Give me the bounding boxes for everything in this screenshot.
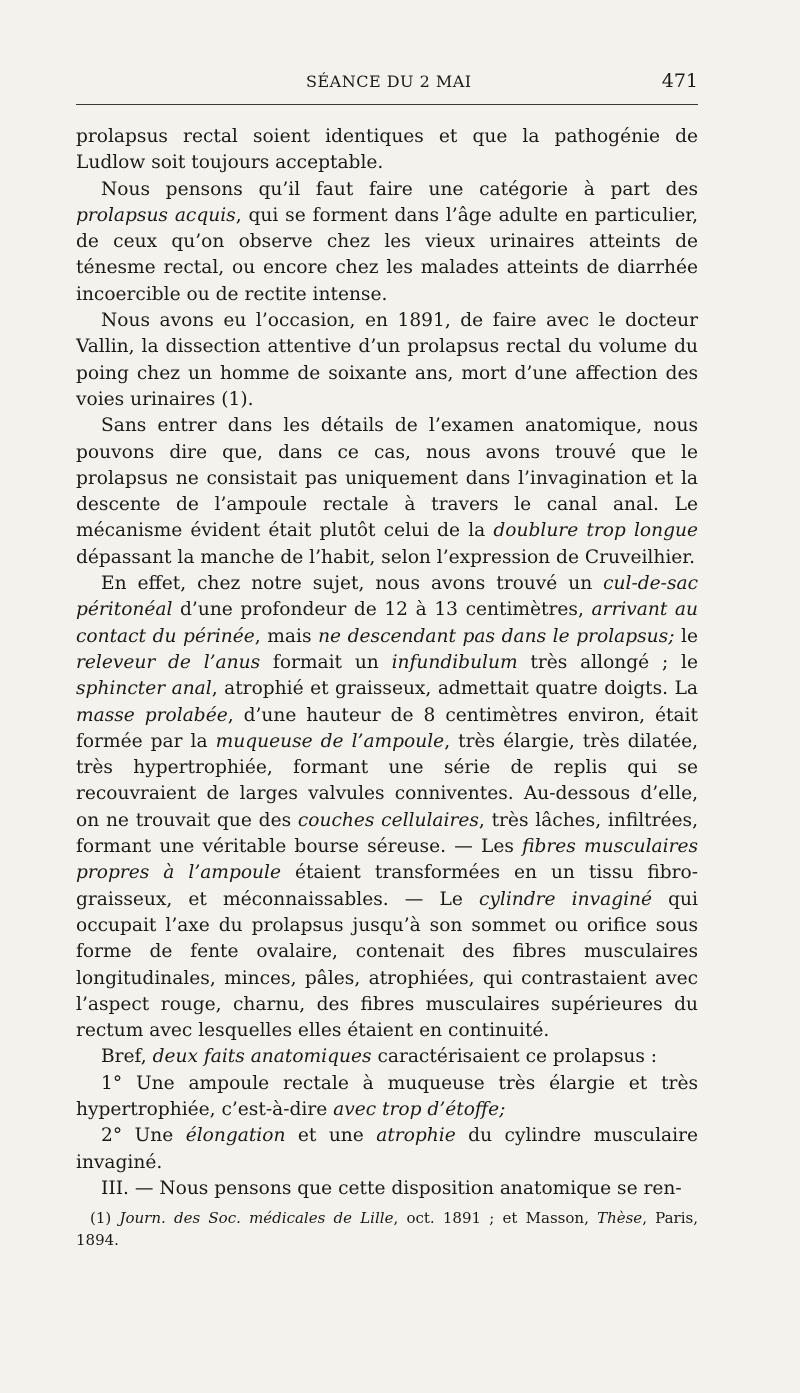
text-run: , qui se forment dans l’âge adulte en particulier, de ceux qu’on observe chez les vieux urinaires atteints de ténesme rectal, ou encore chez les malades atteints de diarrhée incoercible ou de rectite intense. bbox=[76, 204, 698, 305]
italic-text: sphincter anal bbox=[76, 678, 212, 700]
italic-text: couches cellulaires bbox=[297, 809, 479, 831]
text-run: très allongé ; le bbox=[517, 651, 698, 673]
italic-text: cul-de-sac péritonéal bbox=[76, 573, 698, 621]
italic-text: ne descendant pas dans le prolapsus; bbox=[318, 625, 675, 647]
text-run: du cylindre musculaire invaginé. bbox=[76, 1125, 698, 1173]
page-header bbox=[76, 66, 698, 100]
paragraph bbox=[76, 177, 698, 308]
text-run: (1) bbox=[90, 1209, 120, 1227]
text-run: , mais bbox=[254, 625, 319, 647]
text-run: d’une profondeur de 12 à 13 centimètres, bbox=[172, 599, 592, 621]
page-number: 471 bbox=[661, 70, 698, 92]
footnote bbox=[76, 1207, 698, 1251]
italic-text: prolapsus acquis bbox=[76, 204, 236, 226]
italic-text: atrophie bbox=[376, 1125, 456, 1147]
text-run: , d’une hauteur de 8 centimètres environ, était formée par la bbox=[76, 704, 698, 752]
italic-text: Journ. des Soc. médicales de Lille bbox=[119, 1209, 394, 1227]
text-run: , atrophié et graisseux, admettait quatre doigts. La bbox=[211, 678, 699, 700]
header-rule bbox=[76, 104, 698, 105]
paragraph bbox=[76, 124, 698, 177]
text-run: qui occupait l’axe du prolapsus jusqu’à son sommet ou orifice sous forme de fente ovalaire, contenait des fibres musculaires longitudinales, minces, pâles, atrophiées, qui contrastaient avec l’aspect rouge, charnu, des fibres musculaires supérieures du rectum avec lesquelles elles étaient en continuité. bbox=[76, 888, 698, 1042]
paragraph bbox=[76, 413, 698, 571]
text-run: 2° Une bbox=[101, 1125, 186, 1147]
paragraph bbox=[76, 571, 698, 1044]
italic-text: arrivant au contact du périnée bbox=[76, 599, 698, 647]
italic-text: avec trop d’étoffe; bbox=[333, 1098, 506, 1120]
text-run: prolapsus rectal soient identiques et que la pathogénie de Ludlow soit toujours acceptable. bbox=[76, 126, 698, 174]
italic-text: fibres musculaires propres à l’ampoule bbox=[76, 836, 698, 884]
text-run: , très élargie, très dilatée, très hypertrophiée, formant une série de replis qui se recouvraient de larges valvules conniventes. Au-dessous d’elle, on ne trouvait que des bbox=[76, 730, 698, 831]
paragraph bbox=[76, 308, 698, 413]
text-run: dépassant la manche de l’habit, selon l’expression de Cruveilhier. bbox=[76, 546, 696, 568]
paragraph bbox=[76, 1071, 698, 1124]
italic-text: infundibulum bbox=[391, 651, 518, 673]
italic-text: Thèse bbox=[597, 1209, 643, 1227]
text-run: Nous avons eu l’occasion, en 1891, de faire avec le docteur Vallin, la dissection attentive d’un prolapsus rectal du volume du poing chez un homme de soixante ans, mort d’une affection des voies urinaires (1). bbox=[76, 310, 698, 410]
text-run: le bbox=[674, 625, 698, 647]
text-run: Nous pensons qu’il faut faire une catégorie à part des bbox=[101, 178, 698, 200]
text-run: En effet, chez notre sujet, nous avons trouvé un bbox=[101, 573, 604, 595]
italic-text: releveur de l’anus bbox=[76, 651, 261, 673]
italic-text: masse prolabée bbox=[76, 704, 228, 726]
text-run: formait un bbox=[260, 651, 392, 673]
text-run: Bref, bbox=[101, 1046, 153, 1068]
body-text bbox=[76, 124, 698, 1202]
italic-text: élongation bbox=[185, 1125, 286, 1147]
text-run: III. — Nous pensons que cette disposition anatomique se ren- bbox=[101, 1177, 682, 1199]
text-run: Sans entrer dans les détails de l’examen anatomique, nous pouvons dire que, dans ce cas, nous avons trouvé que le prolapsus ne consistait pas uniquement dans l’invagination et la descente de l’ampoule rectale à travers le canal anal. Le mécanisme évident était plutôt celui de la bbox=[76, 415, 698, 542]
footnote-text bbox=[76, 1207, 698, 1251]
italic-text: muqueuse de l’ampoule bbox=[215, 730, 445, 752]
text-run: , oct. 1891 ; et Masson, bbox=[393, 1209, 598, 1227]
text-run: caractérisaient ce prolapsus : bbox=[371, 1046, 658, 1068]
text-run: 1° Une ampoule rectale à muqueuse très élargie et très hypertrophiée, c’est-à-dire bbox=[76, 1072, 698, 1120]
text-run: et une bbox=[285, 1125, 377, 1147]
paragraph bbox=[76, 1176, 698, 1202]
paragraph bbox=[76, 1044, 698, 1070]
text-run: , Paris, 1894. bbox=[76, 1209, 698, 1249]
italic-text: cylindre invaginé bbox=[478, 888, 653, 910]
italic-text: deux faits anatomiques bbox=[152, 1046, 372, 1068]
paragraph bbox=[76, 1123, 698, 1176]
text-run: étaient transformées en un tissu fibro-graisseux, et méconnaissables. — Le bbox=[76, 862, 698, 910]
text-run: , très lâches, infiltrées, formant une véritable bourse séreuse. — Les bbox=[76, 809, 698, 858]
italic-text: doublure trop longue bbox=[493, 520, 698, 542]
running-title: SÉANCE DU 2 MAI bbox=[306, 72, 472, 91]
